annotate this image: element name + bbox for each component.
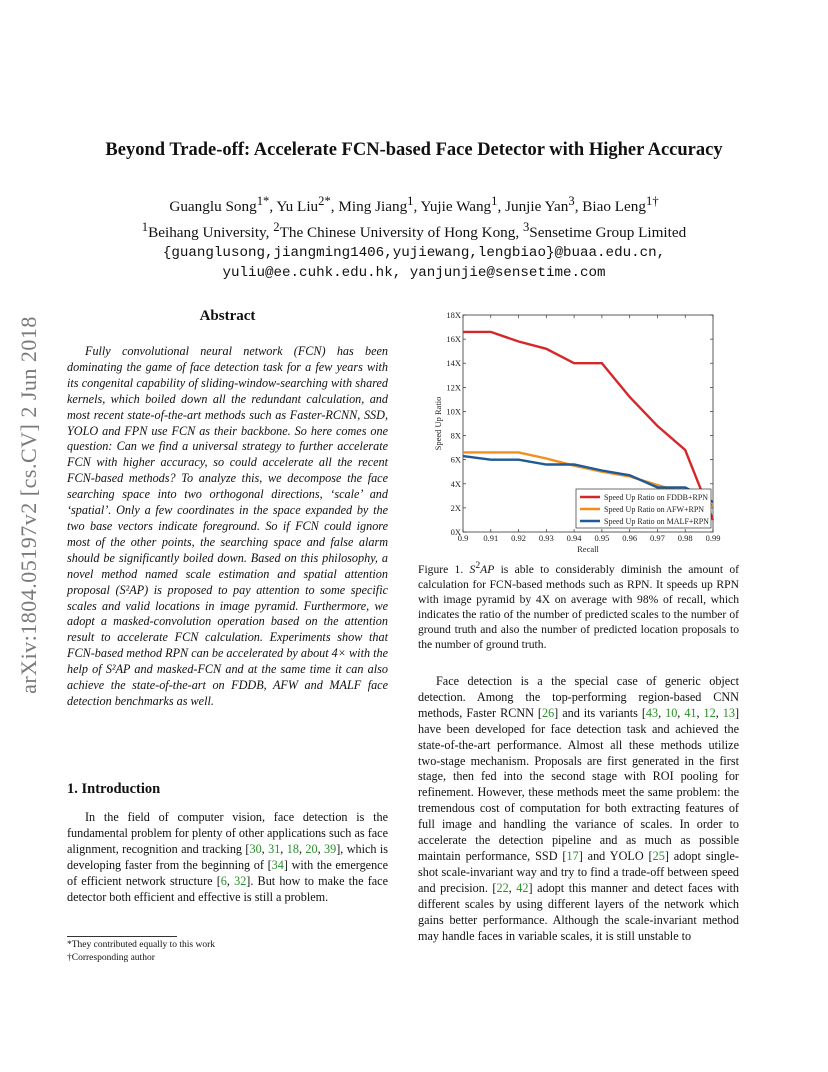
author-emails-1: {guanglusong,jiangming1406,yujiewang,lengbiao}@buaa.edu.cn, (162, 245, 666, 262)
footnote-rule (67, 936, 177, 937)
x-tick-label: 0.9 (457, 533, 469, 543)
y-tick-label: 0X (450, 527, 461, 537)
y-tick-label: 8X (450, 430, 461, 441)
footnotes (67, 939, 388, 965)
arxiv-sidebar (8, 295, 50, 715)
author-emails-2: yuliu@ee.cuhk.edu.hk, yanjunjie@sensetime.com (222, 265, 606, 282)
y-tick-label: 10X (446, 406, 461, 417)
x-tick-label: 0.98 (677, 533, 693, 543)
y-tick-label: 4X (450, 478, 461, 489)
y-axis-label: Speed Up Ratio (433, 396, 443, 451)
x-tick-label: 0.97 (650, 533, 665, 543)
y-tick-label: 2X (450, 502, 461, 513)
paper-title: Beyond Trade-off: Accelerate FCN-based Face Detector with Higher Accuracy (105, 140, 723, 160)
y-tick-label: 16X (446, 334, 461, 345)
y-tick-label: 6X (450, 454, 461, 465)
x-tick-label: 0.95 (594, 533, 610, 543)
figure-caption: Figure 1. $S^2AP$ is able to considerably diminish the amount of calculation for FCN-based methods such as RPN. It speeds up RPN with image pyramid by 4X on average with 98% of recall, which indicates the ratio of the number of predicted scales to the number of ground truth and also the number of predicted location proposals to the number of ground truth. (418, 560, 739, 651)
x-tick-label: 0.93 (538, 533, 554, 543)
x-tick-label: 0.99 (705, 533, 721, 543)
author-block (0, 191, 828, 283)
intro-paragraph: In the field of computer vision, face detection is the fundamental problem for plenty of other applications such as face alignment, recognition and tracking [30, 31, 18, 20, 39], which is developing faster from the beginning of [34] with the emergence of efficient network structure [6, 32]. But how to make the face detector both efficient and effective is still a problem. (67, 810, 389, 904)
x-axis-label: Recall (577, 544, 599, 554)
y-tick-label: 18X (446, 310, 461, 320)
x-tick-label: 0.96 (622, 533, 638, 543)
footnote-corresponding: †Corresponding author (67, 953, 155, 963)
y-tick-label: 14X (446, 358, 461, 369)
y-tick-label: 12X (446, 382, 461, 393)
author-names: Guanglu Song$^{1*}$, Yu Liu$^{2*}$, Ming Jiang$^1$, Yujie Wang$^1$, Junjie Yan$^3$, Biao Leng$^{1\dagger}$ (169, 194, 659, 216)
x-tick-label: 0.94 (566, 533, 582, 543)
legend-entry: Speed Up Ratio on AFW+RPN (604, 505, 705, 514)
chart-legend (576, 489, 711, 528)
x-tick-label: 0.92 (511, 533, 526, 543)
intro-heading: 1. Introduction (67, 781, 161, 797)
chart-svg (418, 308, 738, 558)
author-affiliations: $^1$Beihang University, $^2$The Chinese University of Hong Kong, $^3$Sensetime Group Limited (141, 220, 687, 242)
legend-entry: Speed Up Ratio on FDDB+RPN (604, 493, 709, 502)
legend-entry: Speed Up Ratio on MALF+RPN (604, 517, 709, 526)
abstract-body: Fully convolutional neural network (FCN) has been dominating the game of face detection task for a few years with its congenital capability of sliding-window-searching with shared kernels, which boiled down all the redundant calculation, and most recent state-of-the-art methods such as Faster-RCNN, SSD, YOLO and FPN use FCN as their backbone. So here comes one question: Can we find a universal strategy to further accelerate FCN with higher accuracy, so could accelerate all the recent FCN-based methods? To analyze this, we decompose the face searching space into two orthogonal directions, ‘scale’ and ‘spatial’. Only a few coordinates in the space expanded by the two base vectors indicate foreground. So if FCN could ignore most of the other points, the searching space and false alarm should be significantly boiled down. Based on this philosophy, a novel method named scale estimation and spatial attention proposal (S²AP) is proposed to pay attention to some specific scales and valid locations in image pyramid. Furthermore, we adopt a masked-convolution operation based on the attention result to accelerate FCN calculation. Experiments show that FCN-based method RPN can be accelerated by about 4× with the help of S²AP and masked-FCN and at the same time it can also achieve the state-of-the-art on FDDB, AFW and MALF face detection benchmarks as well. (67, 344, 388, 708)
footnote-equal-contribution: *They contributed equally to this work (67, 940, 216, 950)
arxiv-id: arXiv:1804.05197v2 [cs.CV] 2 Jun 2018 (16, 316, 41, 694)
x-tick-label: 0.91 (483, 533, 499, 543)
right-column-paragraph: Face detection is a the special case of generic object detection. Among the top-performing region-based CNN methods, Faster RCNN [26] and its variants [43, 10, 41, 12, 13] have been developed for face detection task and achieved the state-of-the-art performance. Almost all these methods utilize two-stage mechanism. Proposals are first generated in the first stage, then fed into the second stage with ROI pooling for refinement. However, these methods meet the same problem: the tremendous cost of computation for both extracting features of full image and handling the variance of scales. In order to accelerate the detection pipeline and as much as possible maintain performance, SSD [17] and YOLO [25] adopt single-shot scale-invariant way and try to find a trade-off between speed and precision. [22, 42] adopt this manner and detect faces with different scales by using different layers of the network which gains better performance. Although the scale-invariant method may handle faces in variable scales, it is still unstable to (418, 674, 740, 943)
abstract-heading: Abstract (199, 308, 256, 324)
speedup-chart (418, 308, 738, 558)
